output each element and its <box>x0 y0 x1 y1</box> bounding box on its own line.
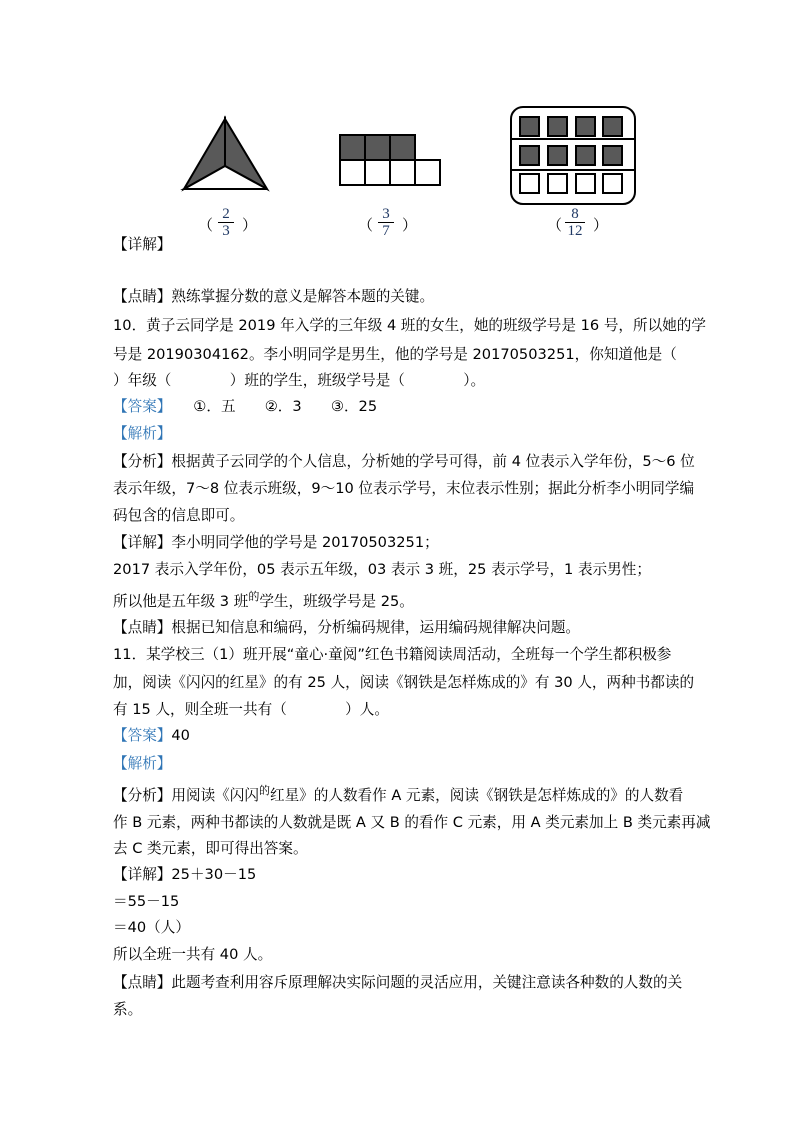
section-label: 【解析】 <box>113 425 172 442</box>
paren-close: ） <box>593 218 609 234</box>
numerator: 2 <box>218 206 234 223</box>
section-label: 【答案】 <box>113 398 165 415</box>
fraction-answer <box>198 206 258 242</box>
line-text: 40 <box>171 727 190 744</box>
line-text: 25＋30－15 <box>171 866 257 883</box>
text-line <box>113 452 695 472</box>
text-line <box>113 424 171 444</box>
denominator: 3 <box>222 223 230 239</box>
numerator: 3 <box>378 206 394 223</box>
text-line <box>113 700 389 720</box>
text-line <box>113 645 671 665</box>
text-line <box>113 892 179 912</box>
triangle-figure <box>180 115 270 195</box>
text-line <box>113 506 244 526</box>
denominator: 7 <box>382 223 390 239</box>
section-label: 【解析】 <box>113 755 172 772</box>
section-label: 【详解】 <box>113 534 172 551</box>
text-line <box>113 560 651 580</box>
text-line <box>113 973 682 993</box>
text-line <box>113 397 377 417</box>
line-text: ①．五 ②．3 ③．25 <box>164 398 378 415</box>
superscript-text: 的 <box>258 784 270 797</box>
text-line <box>113 918 190 938</box>
line-text: 根据黄子云同学的个人信息，分析她的学号可得，前 4 位表示入学年份，5～6 位 <box>171 453 695 470</box>
text-line <box>113 618 580 638</box>
line-text: 熟练掌握分数的意义是解答本题的关键。 <box>171 288 435 305</box>
line-text: 李小明同学他的学号是 20170503251； <box>171 534 439 551</box>
line-text-cont: 学生，班级学号是 25。 <box>259 593 414 610</box>
line-text: 所以全班一共有 40 人。 <box>113 946 273 963</box>
text-line <box>113 592 414 613</box>
line-text: ＝55－15 <box>113 893 180 910</box>
denominator: 12 <box>567 223 583 239</box>
paren-close: ） <box>242 218 258 234</box>
line-text: 所以他是五年级 3 班 <box>113 593 249 610</box>
line-text-cont: 红星》的人数看作 A 元素，阅读《钢铁是怎样炼成的》的人数看 <box>269 787 684 804</box>
paren-open: （ <box>547 218 563 234</box>
squares-figure <box>335 130 445 190</box>
text-line <box>113 813 710 833</box>
line-text: 有 15 人，则全班一共有（ ）人。 <box>113 701 389 718</box>
line-text: 码包含的信息即可。 <box>113 507 245 524</box>
text-line <box>113 865 256 885</box>
text-line <box>113 345 677 365</box>
line-text: 11．某学校三（1）班开展“童心·童阅”红色书籍阅读周活动，全班每一个学生都积极参 <box>113 646 672 663</box>
text-line <box>113 945 272 965</box>
line-text: 系。 <box>113 1001 143 1018</box>
paren-open: （ <box>358 218 374 234</box>
line-text: 号是 20190304162。李小明同学是男生，他的学号是 20170503251，你知道他是（ <box>113 346 677 363</box>
line-text: 根据已知信息和编码，分析编码规律，运用编码规律解决问题。 <box>171 619 581 636</box>
text-line <box>113 839 308 859</box>
text-line <box>113 287 434 307</box>
section-label: 【点睛】 <box>113 619 172 636</box>
text-line <box>113 533 439 553</box>
section-label: 【详解】 <box>113 236 172 253</box>
line-text: 10．黄子云同学是 2019 年入学的三年级 4 班的女生，她的班级学号是 16 号，所以她的学 <box>113 317 706 334</box>
line-text: 用阅读《闪闪 <box>171 787 259 804</box>
text-line <box>113 479 694 499</box>
fraction-answer <box>358 206 418 242</box>
text-line <box>113 235 171 255</box>
text-line <box>113 1000 142 1020</box>
text-line <box>113 726 190 746</box>
section-label: 【答案】 <box>113 727 172 744</box>
superscript-text: 的 <box>248 590 260 603</box>
line-text: ＝40（人） <box>113 919 190 936</box>
line-text: 作 B 元素，两种书都读的人数就是既 A 又 B 的看作 C 元素，用 A 类元素加上 B 类元素再减 <box>113 814 711 831</box>
numerator: 8 <box>565 206 585 223</box>
text-line <box>113 673 694 693</box>
paren-close: ） <box>402 218 418 234</box>
section-label: 【分析】 <box>113 787 172 804</box>
section-label: 【点睛】 <box>113 974 172 991</box>
text-line <box>113 371 485 391</box>
line-text: 去 C 类元素，即可得出答案。 <box>113 840 308 857</box>
section-label: 【详解】 <box>113 866 172 883</box>
line-text: 加，阅读《闪闪的红星》的有 25 人，阅读《钢铁是怎样炼成的》有 30 人，两种书都读的 <box>113 674 695 691</box>
text-line <box>113 754 171 774</box>
paren-open: （ <box>198 218 214 234</box>
text-line <box>113 786 683 807</box>
grid-figure <box>508 103 638 208</box>
line-text: ）年级（ ）班的学生，班级学号是（ ）。 <box>113 372 486 389</box>
line-text: 表示年级，7～8 位表示班级，9～10 位表示学号，末位表示性别；据此分析李小明同学编 <box>113 480 695 497</box>
line-text: 2017 表示入学年份，05 表示五年级，03 表示 3 班，25 表示学号，1 表示男性； <box>113 561 651 578</box>
text-line <box>113 316 706 336</box>
section-label: 【点睛】 <box>113 288 172 305</box>
section-label: 【分析】 <box>113 453 172 470</box>
fraction-answer <box>547 206 607 242</box>
line-text: 此题考查利用容斥原理解决实际问题的灵活应用，关键注意读各种数的人数的关 <box>171 974 683 991</box>
